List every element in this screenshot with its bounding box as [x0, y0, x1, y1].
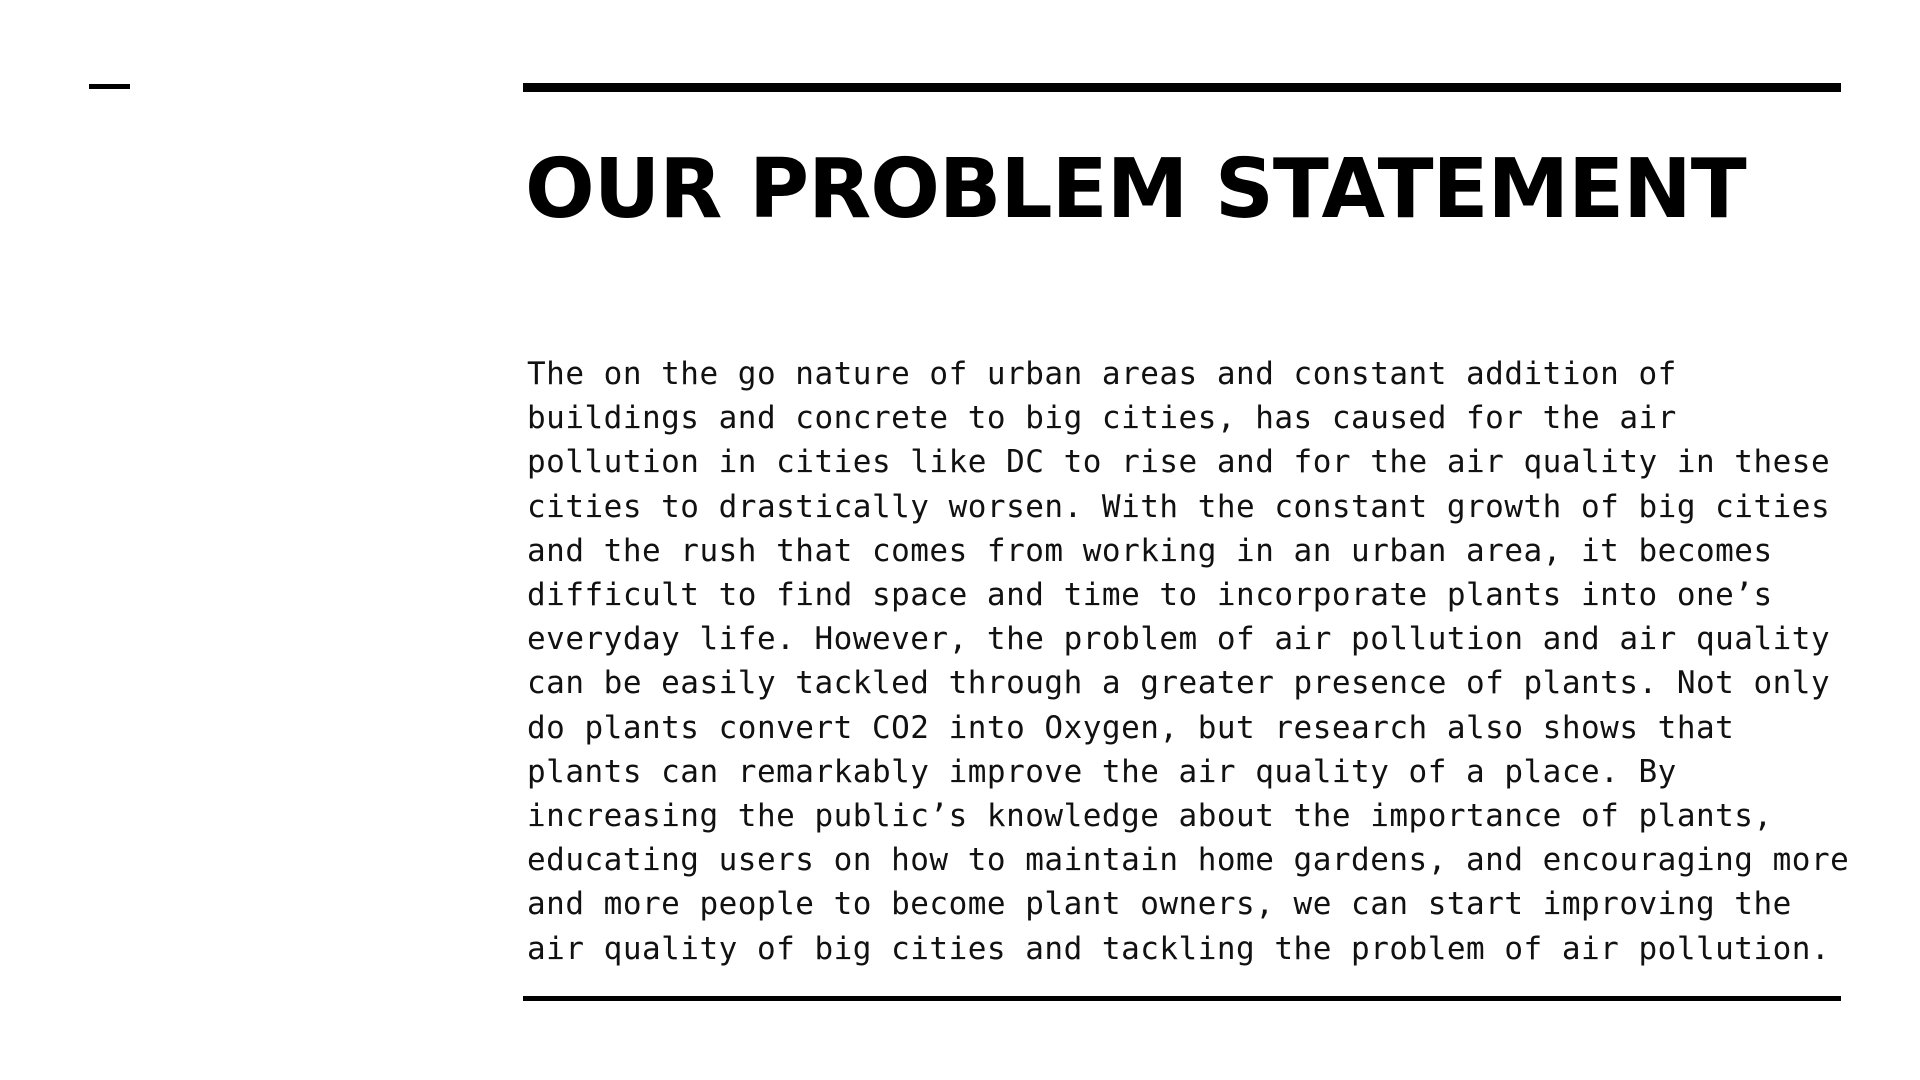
body-line: increasing the public’s knowledge about the importance of plants, — [527, 798, 1773, 835]
body-line: and the rush that comes from working in an urban area, it becomes — [527, 532, 1773, 569]
body-line: and more people to become plant owners, we can start improving the — [527, 886, 1792, 923]
body-line: everyday life. However, the problem of air pollution and air quality — [527, 621, 1831, 658]
top-rule — [523, 83, 1841, 92]
body-line: plants can remarkably improve the air quality of a place. By — [527, 753, 1677, 790]
slide-title: OUR PROBLEM STATEMENT — [525, 142, 1746, 237]
body-line: pollution in cities like DC to rise and for the air quality in these — [527, 444, 1831, 481]
body-line: can be easily tackled through a greater presence of plants. Not only — [527, 665, 1831, 702]
body-line: buildings and concrete to big cities, has caused for the air — [527, 400, 1677, 437]
body-line: The on the go nature of urban areas and constant addition of — [527, 356, 1677, 392]
body-line: cities to drastically worsen. With the constant growth of big cities — [527, 488, 1831, 525]
body-line: air quality of big cities and tackling the problem of air pollution. — [527, 930, 1831, 967]
problem-statement-body — [527, 352, 1887, 971]
body-line: do plants convert CO2 into Oxygen, but research also shows that — [527, 709, 1735, 746]
corner-dash-decoration — [89, 84, 130, 89]
bottom-rule — [523, 996, 1841, 1001]
body-line: difficult to find space and time to incorporate plants into one’s — [527, 577, 1773, 614]
body-line: educating users on how to maintain home gardens, and encouraging more — [527, 842, 1850, 879]
